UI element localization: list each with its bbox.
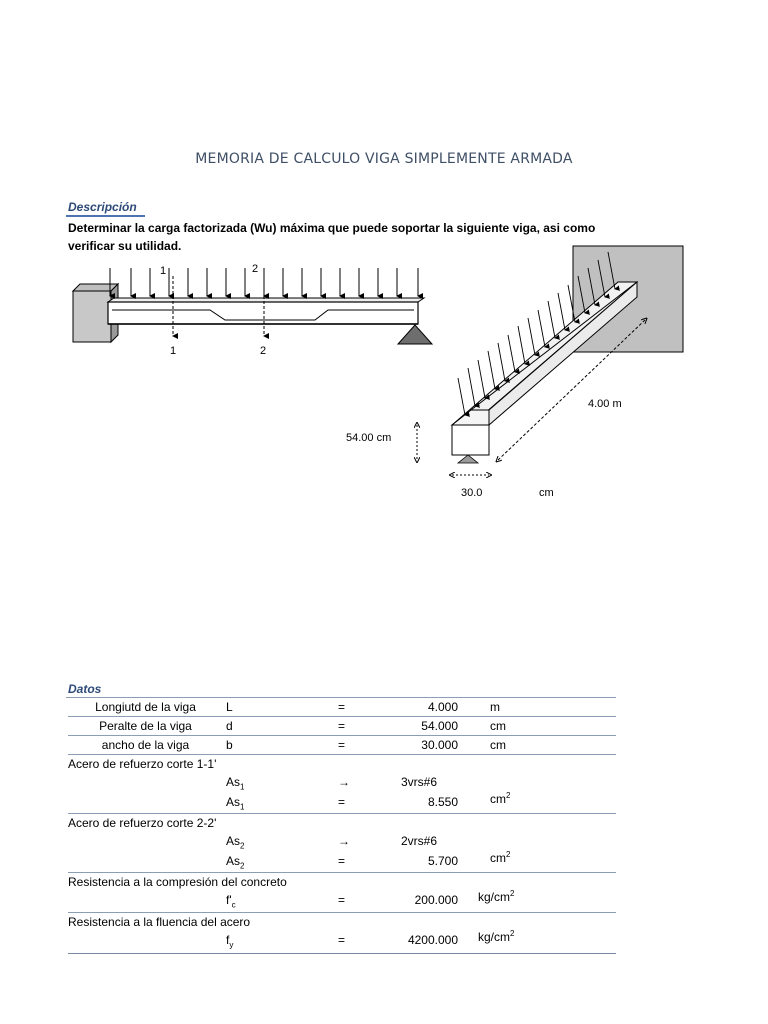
cut2-bottom-label: 2: [260, 345, 267, 357]
cut1-bottom-label: 1: [170, 345, 177, 357]
table-row-fc: [68, 891, 616, 913]
row-label: Resistencia a la compresión del concreto: [68, 875, 287, 889]
row-unit: cm: [490, 738, 506, 752]
table-row-as2-area: [68, 852, 616, 873]
row-equals: =: [338, 738, 346, 752]
row-label: Peralte de la viga: [99, 719, 192, 733]
table-row-L: [68, 698, 616, 717]
row-value: 200.000: [414, 893, 458, 907]
row-symbol: L: [226, 700, 233, 714]
row-label: Longiutd de la viga: [95, 700, 196, 714]
width-unit: cm: [539, 487, 554, 499]
cut2-top-label: 2: [252, 263, 259, 275]
row-unit: $kg/cm^2$: [478, 889, 515, 904]
table-row-d: [68, 717, 616, 736]
row-symbol: b: [226, 738, 233, 752]
row-unit: $cm^2$: [490, 791, 511, 806]
table-row-b: [68, 736, 616, 755]
page-title: MEMORIA DE CALCULO VIGA SIMPLEMENTE ARMADA: [195, 151, 573, 167]
row-symbol: $f'_c$: [226, 893, 236, 910]
row-value: 30.000: [421, 738, 458, 752]
table-row-as1-area: [68, 793, 616, 814]
descripcion-text: Determinar la carga factorizada (Wu) máxima que puede soportar la siguiente viga, asi como verificar su utilidad.: [68, 221, 596, 253]
row-equals: =: [338, 719, 346, 733]
row-bars: 3vrs#6: [401, 775, 438, 789]
table-row-corte2-header: [68, 814, 616, 832]
row-equals: =: [338, 700, 346, 714]
row-equals: =: [338, 893, 346, 907]
row-bars: 2vrs#6: [401, 834, 438, 848]
row-value: 8.550: [427, 795, 458, 809]
table-row-fy: [68, 931, 616, 954]
table-row-fc-header: [68, 873, 616, 891]
row-symbol: $As_2$: [226, 854, 245, 871]
table-row-fy-header: [68, 913, 616, 931]
row-equals: =: [338, 933, 346, 947]
height-label: 54.00 cm: [346, 432, 392, 444]
arrow-icon: →: [338, 834, 350, 848]
row-unit: $cm^2$: [490, 850, 511, 865]
row-symbol: $As_1$: [226, 795, 245, 812]
row-value: 4200.000: [407, 933, 458, 947]
row-label: Resistencia a la fluencia del acero: [68, 915, 251, 929]
datos-heading: Datos: [68, 682, 102, 696]
length-label: 4.00 m: [588, 398, 622, 410]
table-row-as2-bars: [68, 832, 616, 852]
pin-support-small: [458, 455, 478, 463]
row-label: Acero de refuerzo corte 2-2': [68, 816, 217, 830]
row-symbol: $As_1$: [226, 775, 245, 792]
descripcion-heading: Descripción: [68, 200, 137, 214]
cut1-top-label: 1: [160, 265, 167, 277]
row-equals: =: [338, 795, 346, 809]
row-value: 5.700: [427, 854, 458, 868]
row-symbol: d: [226, 719, 233, 733]
row-symbol: $f_y$: [226, 933, 234, 950]
arrow-icon: →: [338, 775, 350, 789]
row-unit: $kg/cm^2$: [478, 929, 515, 944]
row-symbol: $As_2$: [226, 834, 245, 851]
row-label: ancho de la viga: [101, 738, 190, 752]
width-value: 30.0: [461, 487, 483, 499]
beam-isometric-figure: [340, 240, 700, 505]
descripcion-underline: [66, 215, 145, 217]
row-label: Acero de refuerzo corte 1-1': [68, 757, 217, 771]
row-unit: m: [490, 700, 500, 714]
table-row-as1-bars: [68, 773, 616, 793]
row-unit: cm: [490, 719, 506, 733]
row-equals: =: [338, 854, 346, 868]
row-value: 4.000: [427, 700, 458, 714]
datos-table: [68, 698, 616, 954]
table-row-corte1-header: [68, 755, 616, 773]
row-value: 54.000: [421, 719, 458, 733]
